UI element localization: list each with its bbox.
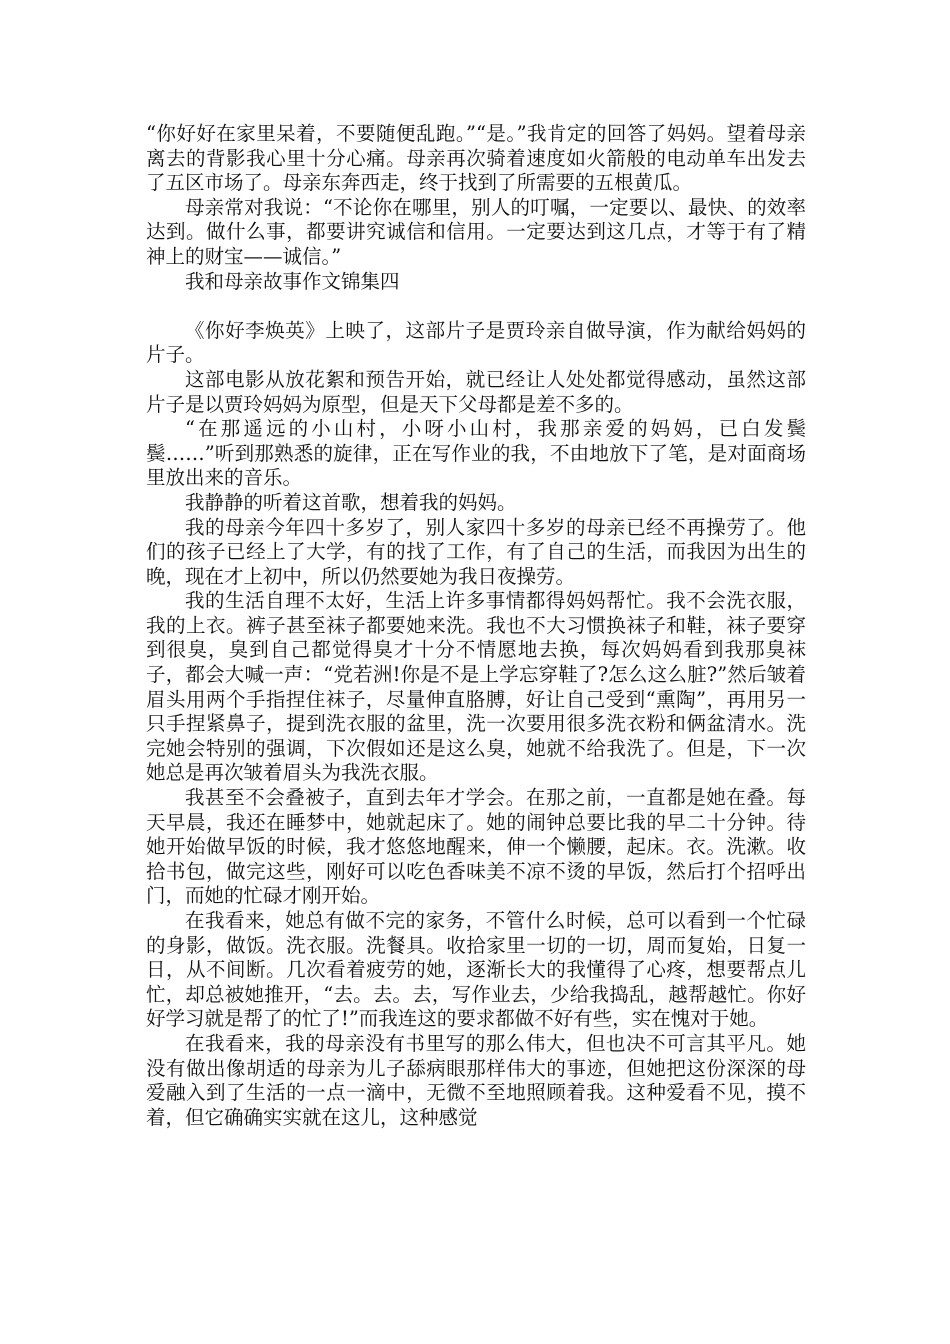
paragraph: “在那遥远的小山村，小呀小山村，我那亲爱的妈妈，已白发鬓鬓……”听到那熟悉的旋律，正在写作业的我，不由地放下了笔，是对面商场里放出来的音乐。 [146,417,806,490]
paragraph: 我静静的听着这首歌，想着我的妈妈。 [185,490,517,514]
paragraph: 我的母亲今年四十多岁了，别人家四十多岁的母亲已经不再操劳了。他们的孩子已经上了大学，有的找了工作，有了自己的生活，而我因为出生的晚，现在才上初中，所以仍然要她为我日夜操劳。 [146,515,806,588]
paragraph: 母亲常对我说：“不论你在哪里，别人的叮嘱，一定要以、最快、的效率达到。做什么事，都要讲究诚信和信用。一定要达到这几点，才等于有了精神上的财宝——诚信。” [146,195,806,268]
paragraph: “你好好在家里呆着，不要随便乱跑。”“是。”我肯定的回答了妈妈。望着母亲离去的背影我心里十分心痛。母亲再次骑着速度如火箭般的电动单车出发去了五区市场了。母亲东奔西走，终于找到了所需要的五根黄瓜。 [146,122,806,195]
paragraph: 《你好李焕英》上映了，这部片子是贾玲亲自做导演，作为献给妈妈的片子。 [146,318,806,367]
document-page [146,122,806,1130]
blank-line [146,294,806,319]
paragraph: 我甚至不会叠被子，直到去年才学会。在那之前，一直都是她在叠。每天早晨，我还在睡梦中，她就起床了。她的闹钟总要比我的早二十分钟。待她开始做早饭的时候，我才悠悠地醒来，伸一个懒腰，起床。衣。洗漱。收拾书包，做完这些，刚好可以吃色香味美不凉不烫的早饭，然后打个招呼出门，而她的忙碌才刚开始。 [146,786,806,908]
paragraph: 在我看来，她总有做不完的家务，不管什么时候，总可以看到一个忙碌的身影，做饭。洗衣服。洗餐具。收拾家里一切的一切，周而复始，日复一日，从不间断。几次看着疲劳的她，逐渐长大的我懂得了心疼，想要帮点儿忙，却总被她推开，“去。去。去，写作业去，少给我捣乱，越帮越忙。你好好学习就是帮了的忙了!”而我连这的要求都做不好有些，实在愧对于她。 [146,909,806,1031]
paragraph: 在我看来，我的母亲没有书里写的那么伟大，但也决不可言其平凡。她没有做出像胡适的母亲为儿子舔病眼那样伟大的事迹，但她把这份深深的母爱融入到了生活的一点一滴中，无微不至地照顾着我。这种爱看不见，摸不着，但它确确实实就在这儿，这种感觉 [146,1031,806,1129]
paragraph: 我的生活自理不太好，生活上许多事情都得妈妈帮忙。我不会洗衣服，我的上衣。裤子甚至袜子都要她来洗。我也不大习惯换袜子和鞋，袜子要穿到很臭，臭到自己都觉得臭才十分不情愿地去换，每次妈妈看到我那臭袜子，都会大喊一声：“党若洲!你是不是上学忘穿鞋了?怎么这么脏?”然后皱着眉头用两个手指捏住袜子，尽量伸直胳膊，好让自己受到“熏陶”，再用另一只手捏紧鼻子，提到洗衣服的盆里，洗一次要用很多洗衣粉和俩盆清水。洗完她会特别的强调，下次假如还是这么臭，她就不给我洗了。但是，下一次她总是再次皱着眉头为我洗衣服。 [146,589,806,785]
paragraph: 这部电影从放花絮和预告开始，就已经让人处处都觉得感动，虽然这部片子是以贾玲妈妈为原型，但是天下父母都是差不多的。 [146,367,806,416]
section-title: 我和母亲故事作文锦集四 [185,269,400,293]
